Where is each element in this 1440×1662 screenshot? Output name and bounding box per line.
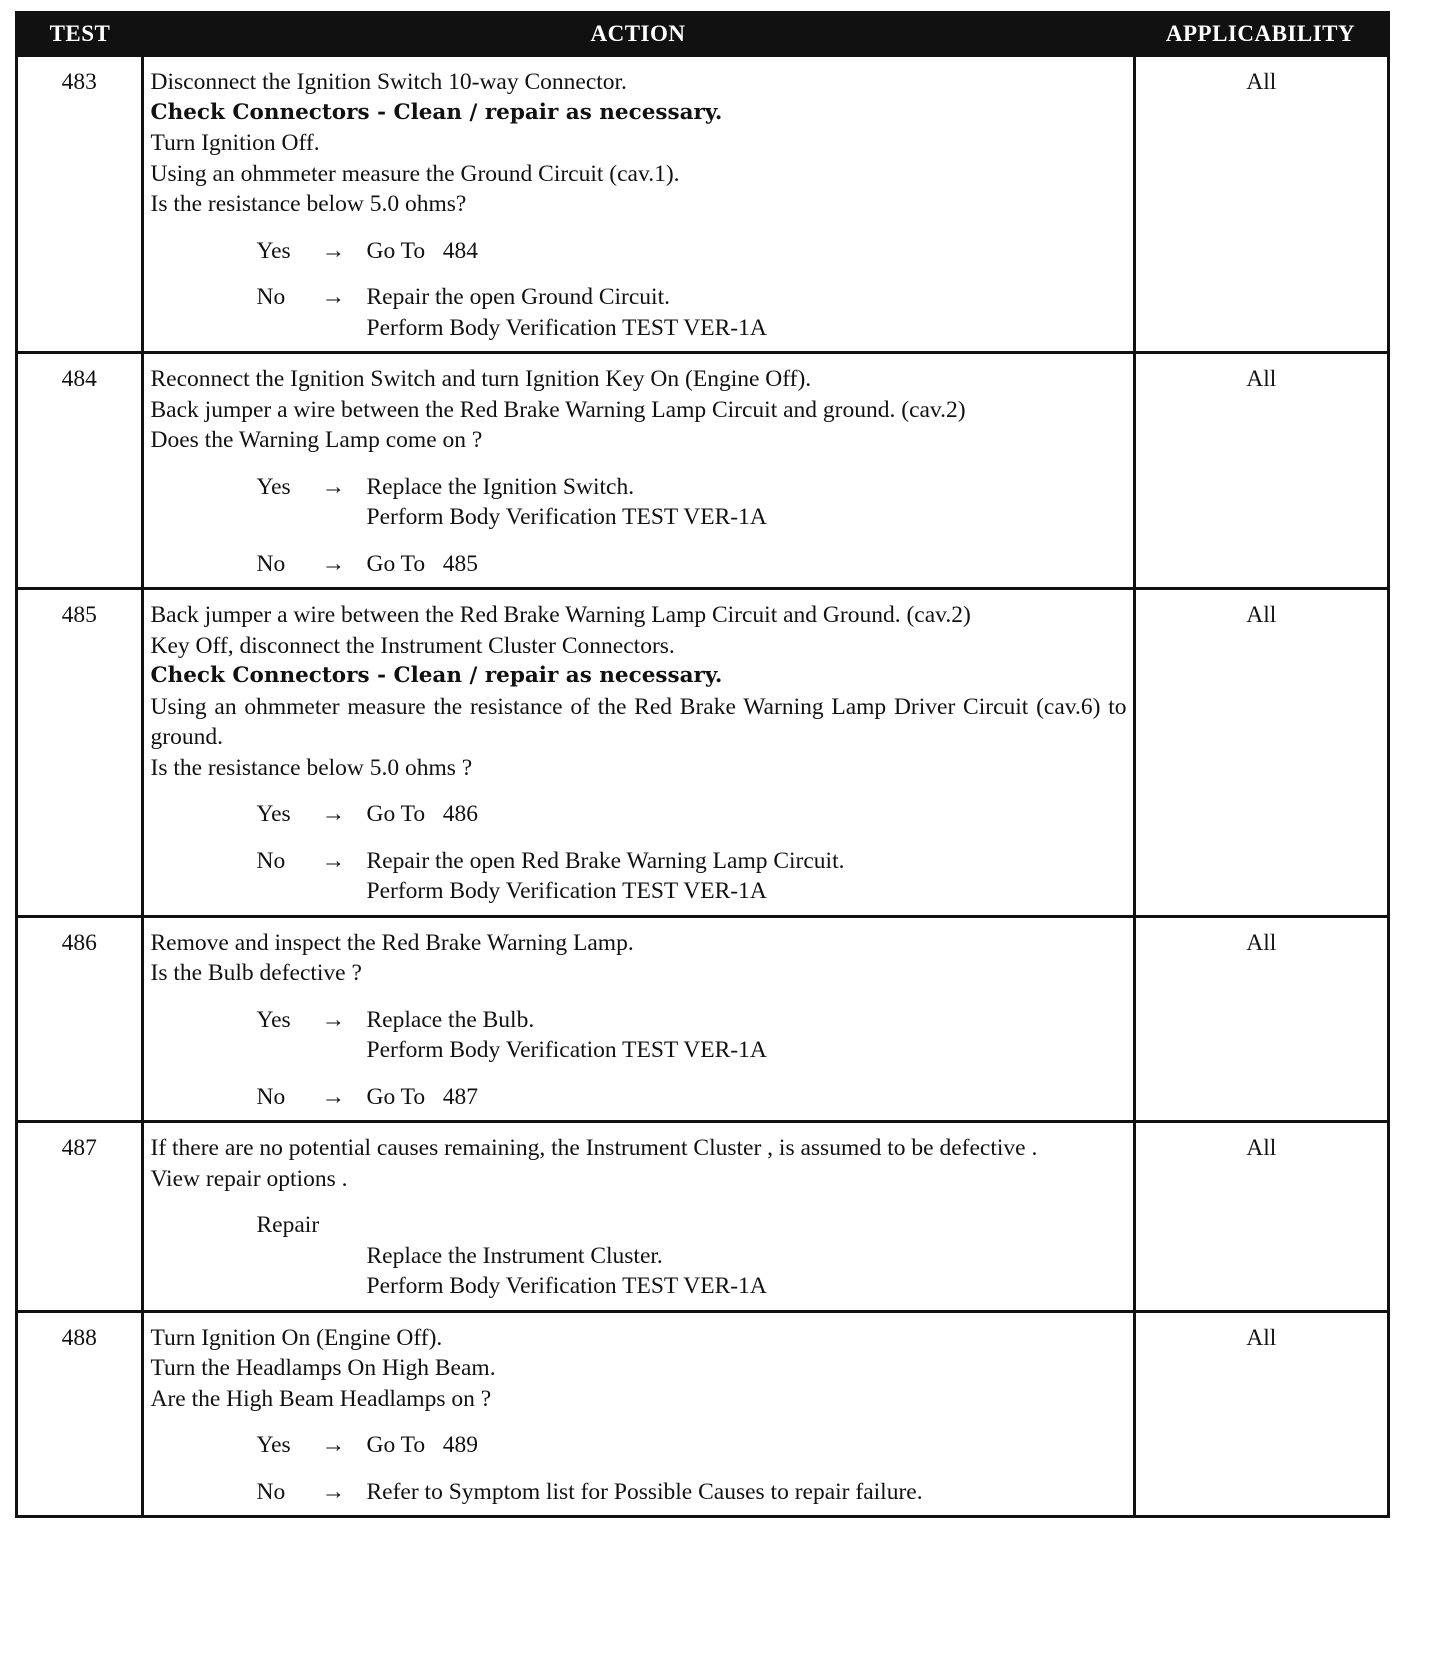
arrow-right-icon: →: [321, 550, 345, 577]
branch-result: Go To 485: [366, 550, 479, 577]
action-line: Is the Bulb defective ?: [150, 960, 362, 986]
branch-result: Perform Body Verification TEST VER-1A: [366, 1273, 767, 1299]
yes-label: Yes: [256, 473, 291, 500]
action-cell: [142, 916, 1134, 1122]
test-number: 484: [18, 353, 142, 589]
action-line: View repair options .: [150, 1165, 348, 1192]
table-row: [18, 1311, 1387, 1515]
branch-result: Go To 486: [366, 801, 479, 827]
arrow-right-icon: →: [321, 1083, 345, 1110]
action-line: Back jumper a wire between the Red Brake Warning Lamp Circuit and Ground. (cav.2): [150, 602, 971, 628]
table-row: [18, 1122, 1387, 1312]
arrow-right-icon: →: [321, 801, 345, 827]
branch-result: Perform Body Verification TEST VER-1A: [366, 504, 767, 530]
arrow-right-icon: →: [321, 473, 345, 500]
branch-result: Go To 487: [366, 1083, 479, 1110]
action-line: Using an ohmmeter measure the resistance of the Red Brake Warning Lamp Driver Circuit (cav.6) to ground.: [150, 693, 1127, 750]
no-label: No: [256, 847, 286, 874]
no-branch: [257, 846, 1127, 907]
header-action: ACTION: [142, 14, 1134, 56]
branch-result: Perform Body Verification TEST VER-1A: [366, 314, 767, 341]
table-row: [18, 353, 1387, 589]
applicability-cell: All: [1134, 1311, 1387, 1515]
action-line-bold: Check Connectors - Clean / repair as necessary.: [150, 99, 723, 125]
no-branch: [257, 1082, 1127, 1113]
action-line: Turn Ignition Off.: [150, 130, 320, 156]
branch-result: Repair the open Ground Circuit.: [366, 284, 670, 310]
arrow-right-icon: →: [321, 284, 345, 310]
applicability-cell: All: [1134, 56, 1387, 353]
header-applicability: APPLICABILITY: [1134, 14, 1387, 56]
action-line: Key Off, disconnect the Instrument Cluster Connectors.: [150, 632, 675, 659]
action-line: Is the resistance below 5.0 ohms?: [150, 191, 467, 217]
yes-label: Yes: [256, 237, 291, 264]
action-line: Disconnect the Ignition Switch 10-way Connector.: [150, 69, 627, 95]
action-cell: [142, 1122, 1134, 1312]
branch-result: Perform Body Verification TEST VER-1A: [366, 878, 767, 904]
test-number: 486: [18, 916, 142, 1122]
action-line: If there are no potential causes remaining, the Instrument Cluster , is assumed to be defective .: [150, 1135, 1038, 1161]
branch-result: Refer to Symptom list for Possible Causes to repair failure.: [366, 1478, 923, 1505]
header-test: TEST: [18, 14, 142, 56]
applicability-cell: All: [1134, 916, 1387, 1122]
action-line: Turn the Headlamps On High Beam.: [150, 1355, 496, 1381]
action-cell: [142, 56, 1134, 353]
action-cell: [142, 353, 1134, 589]
branch-result: Replace the Bulb.: [366, 1006, 535, 1033]
no-branch: [257, 549, 1127, 580]
applicability-cell: All: [1134, 1122, 1387, 1312]
arrow-right-icon: →: [321, 237, 345, 264]
action-cell: [142, 1311, 1134, 1515]
table-row: [18, 589, 1387, 917]
branch-result: Go To 484: [366, 237, 479, 264]
action-line: Back jumper a wire between the Red Brake Warning Lamp Circuit and ground. (cav.2): [150, 396, 966, 423]
applicability-cell: All: [1134, 589, 1387, 917]
yes-label: Yes: [256, 1432, 291, 1458]
action-line: Reconnect the Ignition Switch and turn Ignition Key On (Engine Off).: [150, 366, 812, 392]
test-number: 487: [18, 1122, 142, 1312]
diagnostic-test-table: [15, 11, 1390, 1518]
table-row: [18, 916, 1387, 1122]
no-label: No: [256, 1478, 286, 1505]
table-row: [18, 56, 1387, 353]
repair-label: Repair: [256, 1212, 320, 1238]
no-label: No: [256, 550, 286, 577]
arrow-right-icon: →: [321, 847, 345, 874]
no-label: No: [256, 284, 286, 310]
yes-branch: [257, 799, 1127, 830]
yes-branch: [257, 236, 1127, 267]
no-label: No: [256, 1083, 286, 1110]
test-number: 488: [18, 1311, 142, 1515]
table-header: [18, 14, 1387, 56]
arrow-right-icon: →: [321, 1006, 345, 1033]
repair-result: [367, 1241, 1127, 1302]
test-number: 483: [18, 56, 142, 353]
action-cell: [142, 589, 1134, 917]
action-line: Turn Ignition On (Engine Off).: [150, 1324, 443, 1351]
action-line-bold: Check Connectors - Clean / repair as necessary.: [150, 663, 723, 688]
arrow-right-icon: →: [321, 1432, 345, 1458]
applicability-cell: All: [1134, 353, 1387, 589]
yes-branch: [257, 1430, 1127, 1461]
action-line: Is the resistance below 5.0 ohms ?: [150, 754, 473, 781]
branch-result: Replace the Instrument Cluster.: [366, 1242, 663, 1269]
test-number: 485: [18, 589, 142, 917]
action-line: Are the High Beam Headlamps on ?: [150, 1385, 492, 1412]
action-line: Using an ohmmeter measure the Ground Circuit (cav.1).: [150, 160, 680, 187]
branch-result: Go To 489: [366, 1432, 479, 1458]
yes-branch: [257, 472, 1127, 533]
branch-result: Perform Body Verification TEST VER-1A: [366, 1037, 767, 1063]
action-line: Remove and inspect the Red Brake Warning Lamp.: [150, 929, 634, 956]
no-branch: [257, 1477, 1127, 1508]
arrow-right-icon: →: [321, 1478, 345, 1505]
no-branch: [257, 282, 1127, 343]
action-line: Does the Warning Lamp come on ?: [150, 427, 483, 453]
branch-result: Replace the Ignition Switch.: [366, 473, 635, 500]
branch-result: Repair the open Red Brake Warning Lamp Circuit.: [366, 847, 845, 874]
yes-branch: [257, 1005, 1127, 1066]
yes-label: Yes: [256, 1006, 291, 1033]
yes-label: Yes: [256, 801, 291, 827]
